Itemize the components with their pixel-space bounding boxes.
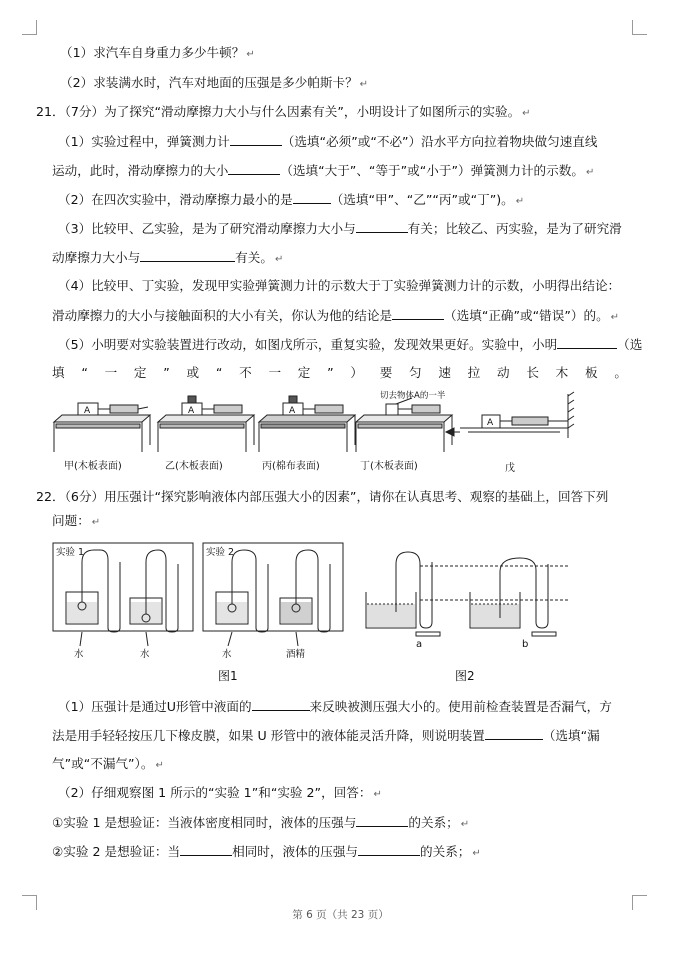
- blank[interactable]: [228, 161, 280, 175]
- setup-bing: [259, 396, 355, 452]
- q21-part4-line1: （4）比较甲、丁实验，发现甲实验弹簧测力计的示数大于丁实验弹簧测力计的示数，小明得出结论：: [58, 278, 621, 293]
- blank[interactable]: [180, 842, 232, 856]
- spread-char: 或: [186, 365, 200, 380]
- q21-part1-line1: （1）实验过程中，弹簧测力计 （选填“必须”或“不必”）沿水平方向拉着物块做匀速直线: [58, 134, 598, 149]
- spread-char: 动: [497, 365, 510, 380]
- q21-part2: （2）在四次实验中，滑动摩擦力最小的是 （选填“甲”、“乙”“丙”或“丁”)。 ↵: [58, 192, 525, 207]
- spread-char: 匀: [409, 365, 422, 380]
- spread-char: 长: [526, 365, 539, 380]
- q22-part1-line2: 法是用手轻轻按压几下橡皮膜，如果 U 形管中的液体能灵活升降，则说明装置 （选填“漏: [52, 728, 600, 743]
- q22-heading-cont: 问题： ↵: [52, 513, 101, 528]
- spread-char: ”: [163, 365, 170, 380]
- spread-char: 定: [133, 365, 147, 380]
- label-alcohol: 酒精: [286, 649, 306, 660]
- q20-part2: （2）求装满水时，汽车对地面的压强是多少帕斯卡？ ↵: [60, 75, 369, 90]
- q21-heading: 21．（7分）为了探究“滑动摩擦力大小与什么因素有关”，小明设计了如图所示的实验。 ↵: [36, 104, 531, 119]
- spread-char: 速: [438, 365, 451, 380]
- spread-char: “: [81, 365, 88, 380]
- spread-char: 不: [239, 365, 252, 380]
- setup-ding: [356, 398, 452, 452]
- block-label: A: [289, 406, 296, 416]
- exp2-label: 实验 2: [206, 547, 235, 558]
- spread-char: 板: [584, 365, 598, 380]
- spread-char: 填: [52, 365, 65, 380]
- q22-part1-line1: （1）压强计是通过U形管中液面的 来反映被测压强大小的。使用前检查装置是否漏气，方: [58, 699, 612, 714]
- caption-wu: 戊: [505, 463, 515, 474]
- q21-part3-line2: 动摩擦力大小与 有关。 ↵: [52, 250, 284, 265]
- q21-part5-line1: （5）小明要对实验装置进行改动，如图戊所示，重复实验，发现效果更好。实验中，小明 （选: [58, 337, 643, 352]
- q21-part3-line1: （3）比较甲、乙实验，是为了研究滑动摩擦力大小与 有关；比较乙、丙实验，是为了研究滑: [58, 221, 622, 236]
- spread-char: 要: [379, 365, 393, 380]
- blank[interactable]: [356, 219, 408, 233]
- label-a: a: [416, 639, 423, 650]
- label-b: b: [522, 639, 529, 650]
- spread-char: 拉: [467, 365, 481, 380]
- crop-mark-top-right: [632, 20, 647, 35]
- pressure-gauge-figure-1: [52, 542, 344, 660]
- pressure-gauge-figure-2: [360, 542, 575, 652]
- q22-heading: 22．（6分）用压强计“探究影响液体内部压强大小的因素”，请你在认真思考、观察的基础上，回答下列: [36, 489, 609, 504]
- caption-ding: 丁(木板表面): [360, 461, 418, 472]
- page-footer: 第 6 页（共 23 页）: [292, 909, 389, 921]
- spread-char: 。: [614, 365, 627, 380]
- cut-note: 切去物体A的一半: [380, 391, 446, 401]
- q22-part2: （2）仔细观察图 1 所示的“实验 1”和“实验 2”，回答： ↵: [58, 785, 382, 800]
- q21-part1-line2: 运动，此时，滑动摩擦力的大小 （选填“大于”、“等于”或“小于”）弹簧测力计的示数。 ↵: [52, 163, 595, 178]
- block-label: A: [84, 406, 91, 416]
- blank[interactable]: [252, 697, 310, 711]
- crop-mark-top-left: [22, 20, 37, 35]
- blank[interactable]: [392, 306, 444, 320]
- q21-part5-line2: [52, 364, 627, 382]
- label-water: 水: [74, 649, 84, 660]
- caption-jia: 甲(木板表面): [64, 461, 122, 472]
- setup-jia: [54, 403, 150, 452]
- label-water: 水: [222, 649, 232, 660]
- q22-part2-item1: ①实验 1 是想验证：当液体密度相同时，液体的压强与 的关系； ↵: [52, 815, 470, 830]
- spread-char: “: [215, 365, 223, 380]
- spread-char: 一: [268, 365, 282, 380]
- blank[interactable]: [293, 190, 331, 204]
- blank[interactable]: [485, 726, 543, 740]
- spread-char: ）: [350, 365, 363, 380]
- blank[interactable]: [358, 842, 420, 856]
- spread-char: 定: [297, 365, 311, 380]
- figure-2-caption: 图2: [455, 669, 475, 683]
- spread-char: 一: [104, 365, 118, 380]
- figure-1-caption: 图1: [218, 669, 238, 683]
- block-label: A: [487, 418, 494, 428]
- exp1-label: 实验 1: [56, 547, 85, 558]
- q21-part4-line2: 滑动摩擦力的大小与接触面积的大小有关，你认为他的结论是 （选填“正确”或“错误”）的。 ↵: [52, 308, 620, 323]
- caption-bing: 丙(棉布表面): [262, 461, 320, 472]
- spread-char: 木: [555, 365, 569, 380]
- label-water: 水: [140, 649, 150, 660]
- q22-part2-item2: ②实验 2 是想验证：当 相同时，液体的压强与 的关系； ↵: [52, 844, 481, 859]
- setup-yi: [158, 396, 254, 452]
- block-label: A: [188, 406, 195, 416]
- blank[interactable]: [557, 335, 617, 349]
- blank[interactable]: [230, 132, 282, 146]
- q22-part1-line3: 气”或“不漏气”）。 ↵: [52, 756, 164, 771]
- caption-yi: 乙(木板表面): [165, 461, 223, 472]
- blank[interactable]: [356, 813, 408, 827]
- setup-wu: [446, 392, 574, 438]
- blank[interactable]: [140, 248, 235, 262]
- q20-part1: （1）求汽车自身重力多少牛顿？ ↵: [60, 45, 255, 60]
- spread-char: ”: [327, 365, 334, 380]
